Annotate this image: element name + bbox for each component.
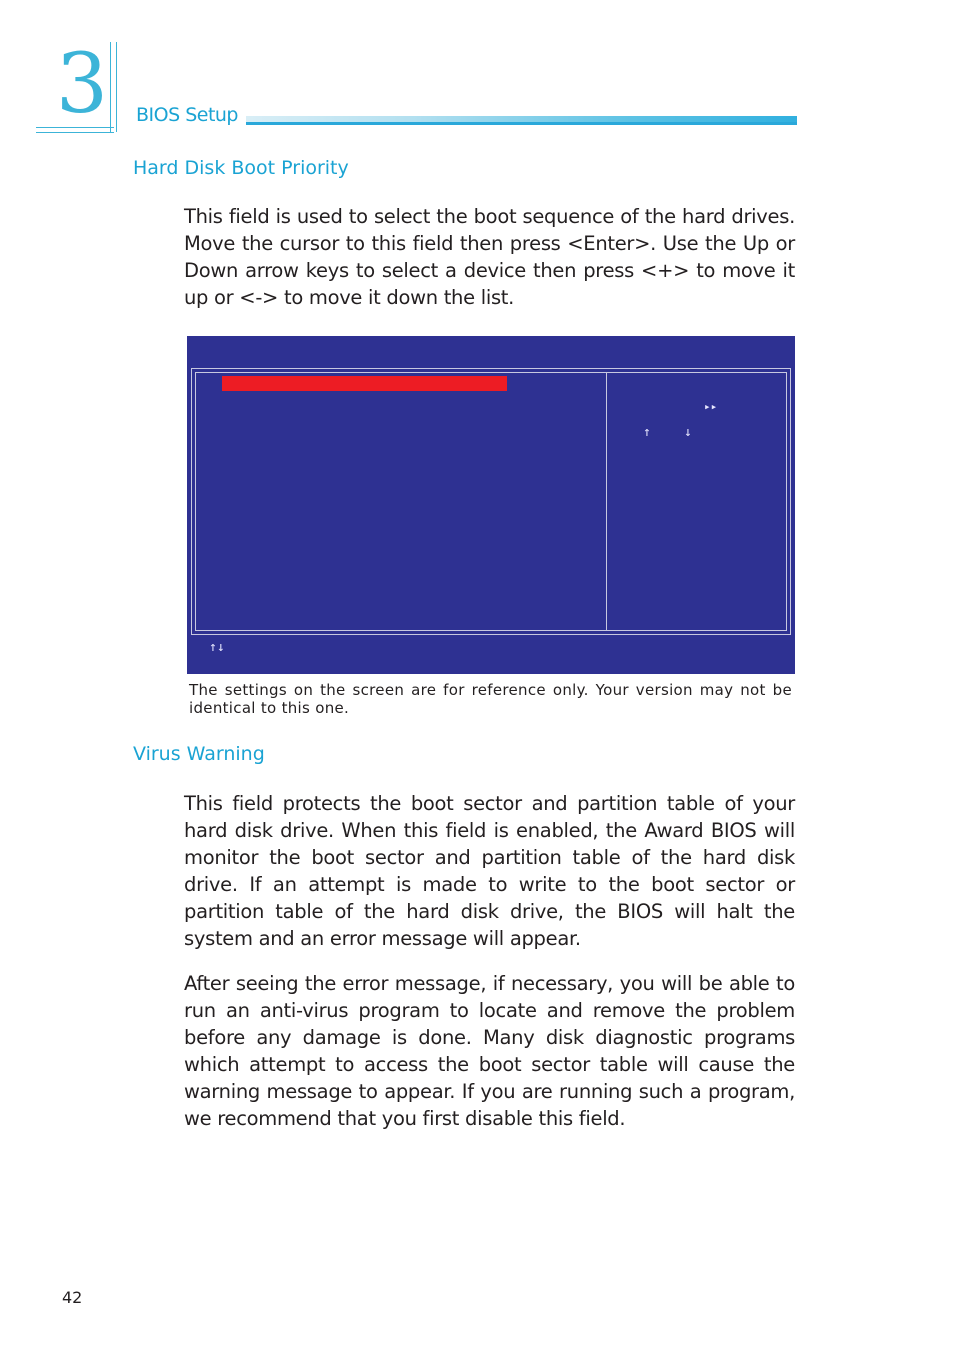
chapter-number: 3 <box>55 37 109 132</box>
section2-paragraph-1: This field protects the boot sector and partition table of your hard disk drive. When this field is enabled, the Award BIOS will monitor the boot sector and partition table of the hard disk drive. If an attempt is made to write to the boot sector or partition table of the hard disk drive, the BIOS will halt the system and an error message will appear. <box>184 792 795 950</box>
section1-paragraph: This field is used to select the boot sequence of the hard drives. Move the cursor to this field then press <Enter>. Use the Up or Down arrow keys to select a device then press <+> to move it up or <-> to move it down the list. <box>184 205 795 309</box>
double-arrow-icon: ▸▸ <box>704 400 718 413</box>
section-title-virus-warning: Virus Warning <box>133 743 265 765</box>
section-title-hard-disk-boot-priority: Hard Disk Boot Priority <box>133 157 349 179</box>
bios-screen <box>187 336 795 674</box>
up-down-arrows-icon: ↑↓ <box>209 640 225 655</box>
chapter-header-bar <box>246 116 797 125</box>
bios-selected-item-highlight[interactable] <box>222 376 507 391</box>
bios-frame-inner <box>195 372 787 631</box>
section2-paragraph-2: After seeing the error message, if necessary, you will be able to run an anti-virus program to locate and remove the problem before any damage is done. Many disk diagnostic programs which attempt to access the boot sector table will cause the warning message to appear. If you are running such a program, we recommend that you first disable this field. <box>184 972 795 1130</box>
chapter-title: BIOS Setup <box>136 104 238 126</box>
bios-help-divider <box>606 373 607 630</box>
chapter-horizontal-rule <box>36 127 114 133</box>
bios-frame-outer <box>191 368 791 635</box>
arrow-down-icon: ↓ <box>684 425 692 440</box>
arrow-up-icon: ↑ <box>643 425 651 440</box>
page-number: 42 <box>62 1288 83 1307</box>
screenshot-caption: The settings on the screen are for reference only. Your version may not be identical to this one. <box>189 681 792 717</box>
chapter-vertical-rule <box>110 42 117 132</box>
